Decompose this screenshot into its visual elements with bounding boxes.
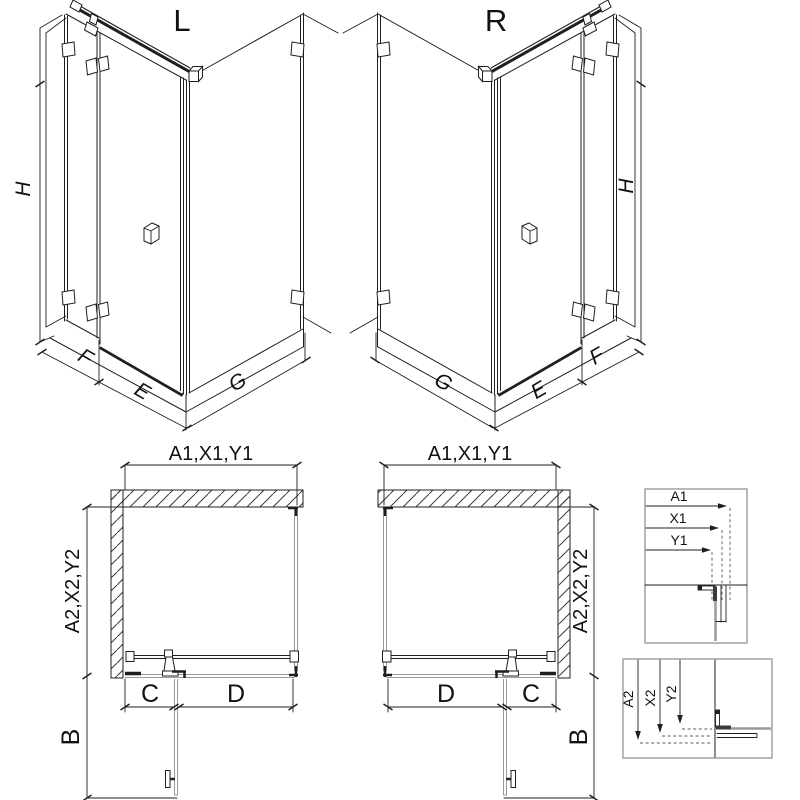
detail1-label-x1: X1 bbox=[669, 510, 687, 526]
side-panel-glass bbox=[189, 13, 304, 393]
detail1-label-y1: Y1 bbox=[670, 532, 688, 548]
detail-box-width-adjustment bbox=[645, 489, 747, 643]
bar-wall-anchor bbox=[70, 0, 82, 12]
plan-support-bar bbox=[133, 656, 290, 659]
dim-label-fixed-left: F bbox=[73, 344, 97, 371]
fixed-panel-glass bbox=[65, 14, 187, 338]
dim-label-door-right: E bbox=[526, 376, 551, 404]
corner-cap bbox=[189, 67, 203, 82]
dim-label-height-right: H bbox=[615, 178, 638, 194]
plan-right-swing-label: B bbox=[565, 728, 593, 746]
detail-box-depth-adjustment bbox=[623, 659, 772, 758]
door-and-corner-post bbox=[181, 77, 190, 395]
hinge-line bbox=[97, 31, 100, 344]
dim-label-side-left: G bbox=[224, 368, 251, 397]
plan-wall-bands bbox=[111, 490, 570, 678]
bar-wall-connector bbox=[126, 652, 134, 662]
plan-right-width-label: A1,X1,Y1 bbox=[427, 443, 513, 465]
plan-glass-and-sill bbox=[125, 508, 298, 795]
iso-left-title: L bbox=[173, 3, 191, 38]
plan-right-wall-segment-label: C bbox=[521, 680, 541, 708]
plan-door-handle bbox=[166, 771, 176, 788]
plan-left-door-segment-label: D bbox=[226, 680, 246, 708]
wall-band-top-left-plan bbox=[111, 490, 303, 507]
iso-dimension-lines bbox=[36, 15, 311, 431]
dim-label-height-left: H bbox=[12, 181, 35, 197]
glass-wall-bracket-top bbox=[288, 507, 298, 516]
detail-box-frame bbox=[645, 489, 747, 643]
dim-label-fixed-right: F bbox=[585, 343, 609, 370]
wall-band-side-left-plan bbox=[111, 490, 123, 678]
plan-left-width-label: A1,X1,Y1 bbox=[168, 443, 254, 465]
iso-right-title: R bbox=[484, 3, 508, 38]
plan-left-swing-label: B bbox=[57, 728, 85, 746]
plan-right-depth-label: A2,X2,Y2 bbox=[570, 548, 592, 634]
plan-left-wall-segment-label: C bbox=[140, 680, 160, 708]
door-handle bbox=[144, 223, 159, 244]
plan-left-depth-label: A2,X2,Y2 bbox=[62, 548, 84, 634]
dim-label-door-left: E bbox=[130, 377, 155, 405]
detail2-label-x2: X2 bbox=[642, 689, 658, 707]
detail2-label-y2: Y2 bbox=[663, 685, 679, 703]
plan-right-door-segment-label: D bbox=[436, 680, 456, 708]
glass-wall-bracket-bottom bbox=[289, 666, 298, 677]
wall-band-side-right-plan bbox=[558, 490, 570, 678]
bar-clamp bbox=[85, 14, 99, 37]
detail2-label-a2: A2 bbox=[620, 690, 636, 708]
detail1-label-a1: A1 bbox=[670, 488, 688, 504]
dim-label-side-right: G bbox=[430, 368, 457, 397]
bar-glass-connector bbox=[290, 651, 299, 662]
wall-band-top-right-plan bbox=[378, 490, 570, 507]
